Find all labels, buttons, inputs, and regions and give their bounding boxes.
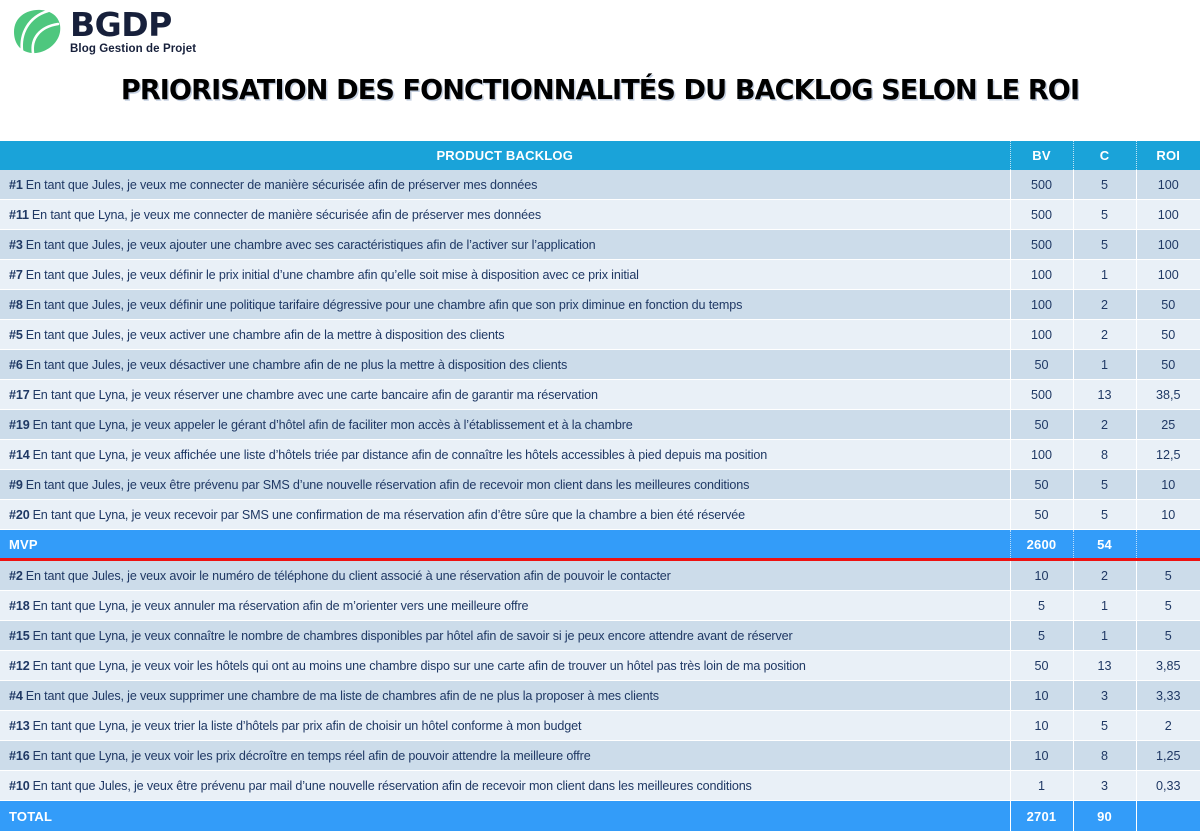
row-bv: 50 (1010, 500, 1073, 530)
table-row[interactable] (0, 410, 1200, 440)
row-c: 8 (1073, 440, 1136, 470)
row-roi: 38,5 (1136, 380, 1200, 410)
table-header (0, 141, 1200, 170)
row-c: 1 (1073, 621, 1136, 651)
row-description (0, 591, 1010, 621)
header-row (0, 141, 1200, 170)
row-roi: 1,25 (1136, 741, 1200, 771)
row-description (0, 711, 1010, 741)
row-c: 3 (1073, 771, 1136, 801)
table-row[interactable] (0, 500, 1200, 530)
row-description (0, 290, 1010, 320)
row-bv: 500 (1010, 170, 1073, 200)
row-c: 2 (1073, 410, 1136, 440)
row-bv: 5 (1010, 591, 1073, 621)
table-row[interactable] (0, 230, 1200, 260)
table-row[interactable] (0, 711, 1200, 741)
row-text: En tant que Jules, je veux définir le prix initial d’une chambre afin qu’elle soit mise à disposition avec ce prix initial (26, 268, 639, 282)
row-bv: 10 (1010, 681, 1073, 711)
row-tag: #5 (9, 328, 23, 342)
brand-text-block (70, 6, 196, 55)
row-description (0, 410, 1010, 440)
table-row[interactable] (0, 771, 1200, 801)
row-description (0, 651, 1010, 681)
row-tag: #7 (9, 268, 23, 282)
row-description (0, 380, 1010, 410)
row-c: 5 (1073, 170, 1136, 200)
table-row[interactable] (0, 170, 1200, 200)
row-c: 1 (1073, 350, 1136, 380)
row-text: En tant que Lyna, je veux voir les hôtels qui ont au moins une chambre dispo sur une carte afin de trouver un hôtel pas très loin de ma position (33, 659, 806, 673)
table-row[interactable] (0, 560, 1200, 591)
column-header-description: PRODUCT BACKLOG (0, 141, 1010, 170)
table-row[interactable] (0, 651, 1200, 681)
row-c: 3 (1073, 681, 1136, 711)
row-description (0, 230, 1010, 260)
row-c: 5 (1073, 230, 1136, 260)
total-label: TOTAL (0, 801, 1010, 831)
table-row[interactable] (0, 681, 1200, 711)
row-text: En tant que Lyna, je veux appeler le gérant d’hôtel afin de faciliter mon accès à l’établissement et à la chambre (33, 418, 633, 432)
table-row[interactable] (0, 440, 1200, 470)
row-text: En tant que Jules, je veux définir une politique tarifaire dégressive pour une chambre afin que son prix diminue en fonction du temps (26, 298, 743, 312)
row-text: En tant que Jules, je veux ajouter une chambre avec ses caractéristiques afin de l’activer sur l’application (26, 238, 596, 252)
row-text: En tant que Lyna, je veux voir les prix décroître en temps réel afin de pouvoir attendre la meilleure offre (33, 749, 591, 763)
row-c: 5 (1073, 500, 1136, 530)
row-tag: #19 (9, 418, 30, 432)
row-tag: #16 (9, 749, 30, 763)
row-bv: 5 (1010, 621, 1073, 651)
backlog-table (0, 141, 1200, 831)
row-description (0, 500, 1010, 530)
row-text: En tant que Lyna, je veux me connecter de manière sécurisée afin de préserver mes données (32, 208, 541, 222)
row-c: 8 (1073, 741, 1136, 771)
page-title: PRIORISATION DES FONCTIONNALITÉS DU BACKLOG SELON LE ROI (9, 74, 1191, 106)
row-c: 13 (1073, 651, 1136, 681)
row-text: En tant que Jules, je veux avoir le numéro de téléphone du client associé à une réservation afin de pouvoir le contacter (26, 569, 671, 583)
row-bv: 100 (1010, 320, 1073, 350)
row-tag: #13 (9, 719, 30, 733)
table-row[interactable] (0, 621, 1200, 651)
row-description (0, 741, 1010, 771)
row-bv: 10 (1010, 560, 1073, 591)
row-tag: #10 (9, 779, 30, 793)
row-tag: #12 (9, 659, 30, 673)
row-text: En tant que Jules, je veux activer une chambre afin de la mettre à disposition des clients (26, 328, 505, 342)
mvp-label: MVP (0, 530, 1010, 560)
row-roi: 100 (1136, 170, 1200, 200)
row-text: En tant que Lyna, je veux réserver une chambre avec une carte bancaire afin de garantir ma réservation (33, 388, 598, 402)
row-text: En tant que Lyna, je veux annuler ma réservation afin de m’orienter vers une meilleure offre (33, 599, 529, 613)
row-bv: 500 (1010, 230, 1073, 260)
total-roi (1136, 801, 1200, 831)
row-bv: 10 (1010, 741, 1073, 771)
row-roi: 50 (1136, 320, 1200, 350)
row-roi: 2 (1136, 711, 1200, 741)
row-roi: 0,33 (1136, 771, 1200, 801)
row-text: En tant que Jules, je veux désactiver une chambre afin de ne plus la mettre à disposition des clients (26, 358, 567, 372)
row-text: En tant que Jules, je veux être prévenu par SMS d’une nouvelle réservation afin de recevoir mon client dans les meilleures conditions (26, 478, 750, 492)
row-tag: #20 (9, 508, 30, 522)
row-description (0, 621, 1010, 651)
row-roi: 50 (1136, 290, 1200, 320)
leaf-icon-svg (8, 6, 64, 58)
brand-name: BGDP (70, 8, 196, 41)
table-body (0, 170, 1200, 831)
row-roi: 5 (1136, 621, 1200, 651)
row-bv: 50 (1010, 470, 1073, 500)
table-row[interactable] (0, 290, 1200, 320)
row-roi: 50 (1136, 350, 1200, 380)
row-text: En tant que Lyna, je veux recevoir par SMS une confirmation de ma réservation afin d’être sûre que la chambre a bien été réservée (33, 508, 745, 522)
row-roi: 100 (1136, 200, 1200, 230)
mvp-summary-row (0, 530, 1200, 560)
row-roi: 3,85 (1136, 651, 1200, 681)
row-c: 5 (1073, 470, 1136, 500)
row-text: En tant que Jules, je veux me connecter de manière sécurisée afin de préserver mes données (26, 178, 538, 192)
green-leaf-logo-icon (8, 6, 64, 58)
row-tag: #9 (9, 478, 23, 492)
row-description (0, 771, 1010, 801)
row-roi: 10 (1136, 500, 1200, 530)
row-description (0, 170, 1010, 200)
row-bv: 100 (1010, 260, 1073, 290)
row-roi: 12,5 (1136, 440, 1200, 470)
table-row[interactable] (0, 200, 1200, 230)
row-c: 1 (1073, 591, 1136, 621)
table-row[interactable] (0, 470, 1200, 500)
row-tag: #14 (9, 448, 30, 462)
brand-tagline: Blog Gestion de Projet (70, 43, 196, 55)
row-roi: 25 (1136, 410, 1200, 440)
backlog-table-container (0, 141, 1200, 831)
mvp-bv: 2600 (1010, 530, 1073, 560)
row-roi: 10 (1136, 470, 1200, 500)
row-text: En tant que Lyna, je veux connaître le nombre de chambres disponibles par hôtel afin de savoir si je peux encore attendre avant de réserver (33, 629, 793, 643)
table-row[interactable] (0, 380, 1200, 410)
table-row[interactable] (0, 320, 1200, 350)
row-description (0, 470, 1010, 500)
row-tag: #3 (9, 238, 23, 252)
row-c: 5 (1073, 711, 1136, 741)
row-description (0, 200, 1010, 230)
mvp-c: 54 (1073, 530, 1136, 560)
brand-logo (8, 6, 196, 62)
row-c: 13 (1073, 380, 1136, 410)
row-tag: #6 (9, 358, 23, 372)
total-summary-row (0, 801, 1200, 831)
row-bv: 50 (1010, 651, 1073, 681)
total-c: 90 (1073, 801, 1136, 831)
row-bv: 10 (1010, 711, 1073, 741)
table-row[interactable] (0, 350, 1200, 380)
row-roi: 5 (1136, 560, 1200, 591)
row-tag: #15 (9, 629, 30, 643)
row-tag: #4 (9, 689, 23, 703)
table-row[interactable] (0, 260, 1200, 290)
table-row[interactable] (0, 741, 1200, 771)
row-description (0, 560, 1010, 591)
row-bv: 50 (1010, 350, 1073, 380)
row-text: En tant que Lyna, je veux trier la liste d’hôtels par prix afin de choisir un hôtel conforme à mon budget (33, 719, 582, 733)
row-tag: #1 (9, 178, 23, 192)
row-tag: #18 (9, 599, 30, 613)
row-description (0, 320, 1010, 350)
table-row[interactable] (0, 591, 1200, 621)
row-description (0, 350, 1010, 380)
row-roi: 5 (1136, 591, 1200, 621)
row-c: 2 (1073, 560, 1136, 591)
mvp-roi (1136, 530, 1200, 560)
row-bv: 100 (1010, 440, 1073, 470)
row-c: 2 (1073, 320, 1136, 350)
row-description (0, 681, 1010, 711)
row-bv: 1 (1010, 771, 1073, 801)
row-c: 1 (1073, 260, 1136, 290)
row-text: En tant que Lyna, je veux affichée une liste d’hôtels triée par distance afin de connaître les hôtels accessibles à pied depuis ma position (33, 448, 768, 462)
row-c: 2 (1073, 290, 1136, 320)
column-header-c: C (1073, 141, 1136, 170)
row-bv: 50 (1010, 410, 1073, 440)
row-text: En tant que Jules, je veux supprimer une chambre de ma liste de chambres afin de ne plus la proposer à mes clients (26, 689, 659, 703)
row-c: 5 (1073, 200, 1136, 230)
column-header-roi: ROI (1136, 141, 1200, 170)
row-bv: 500 (1010, 380, 1073, 410)
row-roi: 100 (1136, 260, 1200, 290)
row-tag: #8 (9, 298, 23, 312)
row-bv: 500 (1010, 200, 1073, 230)
column-header-bv: BV (1010, 141, 1073, 170)
total-bv: 2701 (1010, 801, 1073, 831)
row-description (0, 260, 1010, 290)
row-roi: 100 (1136, 230, 1200, 260)
row-bv: 100 (1010, 290, 1073, 320)
row-tag: #11 (9, 208, 29, 222)
row-text: En tant que Jules, je veux être prévenu par mail d’une nouvelle réservation afin de recevoir mon client dans les meilleures conditions (33, 779, 752, 793)
row-tag: #17 (9, 388, 30, 402)
row-roi: 3,33 (1136, 681, 1200, 711)
row-tag: #2 (9, 569, 23, 583)
row-description (0, 440, 1010, 470)
